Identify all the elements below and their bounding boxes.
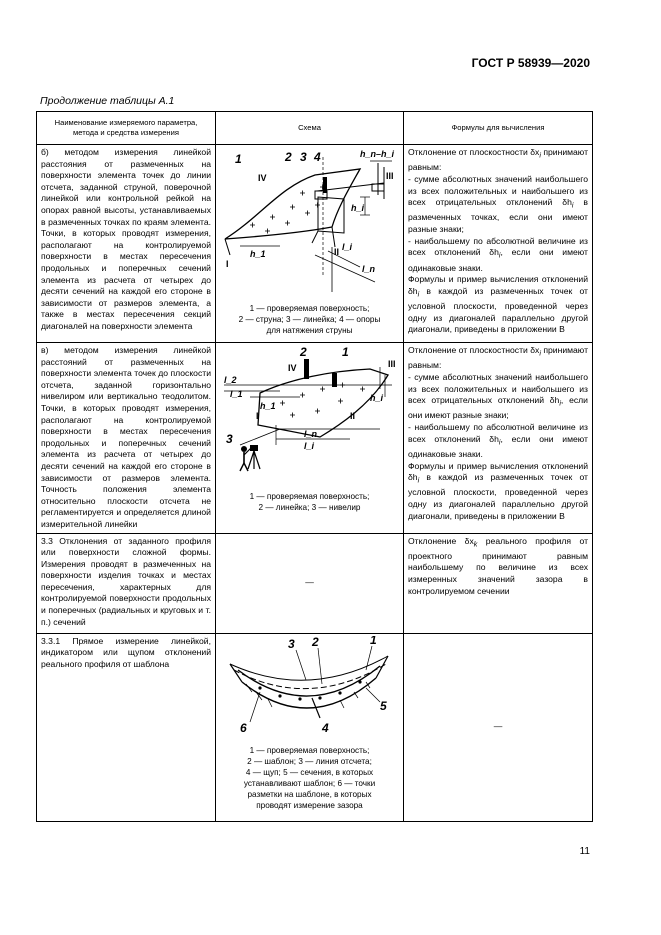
fig2-label-iv: IV bbox=[288, 363, 297, 373]
row3-formula-part: Отклонение δx bbox=[408, 535, 474, 546]
row1-caption-line: для натяжения струны bbox=[266, 325, 353, 335]
template-measurement-diagram bbox=[220, 636, 398, 740]
row1-scheme bbox=[216, 145, 404, 343]
row3-formula bbox=[404, 533, 593, 633]
fig1-label-i: I bbox=[226, 259, 229, 269]
fig3-label-4: 4 bbox=[322, 720, 329, 735]
row2-formula: Отклонение от плоскостности $\delta x_i$ принимают равным: - сумме абсолютных значений наибольшего из всех положительных и наибольшего из всех отрицательных отклонений $\delta h_i$, если они имеют разные знаки; - наибольшему по абсолютной величине из всех отклонений $\delta h_i$, если они имеют одинаковые знаки. Формулы и пример вычисления отклонений $\delta h_i$ в каждой из размеченных точек от условной плоскости, проведенной через одну из диагоналей параллельно другой диагонали, приведены в приложении В bbox=[404, 343, 593, 534]
row1-formula-part: Отклонение от плоскостности δx bbox=[408, 147, 540, 157]
row3-scheme: — bbox=[216, 533, 404, 633]
fig1-label-1: 1 bbox=[235, 152, 242, 166]
row4-scheme bbox=[216, 633, 404, 821]
subscript-i: i bbox=[417, 476, 420, 485]
fig1-label-hn-hi: h_n–h_i bbox=[360, 149, 395, 159]
header-formulas: Формулы для вычисления bbox=[404, 112, 593, 145]
row4-caption-line: 1 — проверяемая поверхность; bbox=[249, 746, 370, 756]
row1-formula-part: - наибольшему по абсолютной величине из всех отклонений δh bbox=[408, 235, 588, 258]
subscript-i: i bbox=[498, 438, 501, 447]
row1-formula: Отклонение от плоскостности $\delta x_i$ принимают равным: - сумме абсолютных значений наибольшего из всех положительных и наибольшего из всех отрицательных отклонений $\delta h_i$ в размеченных точках, если они имеют разные знаки; - наибольшему по абсолютной величине из всех отклонений $\delta h_i$, если они имеют одинаковые знаки. Формулы и пример вычисления отклонений $\delta h_i$ в каждой из размеченных точек от условной плоскости, проведенной через одну из диагоналей параллельно другой диагонали, приведены в приложении В bbox=[404, 145, 593, 343]
fig2-label-ii: II bbox=[350, 411, 356, 421]
fig2-label-1: 1 bbox=[342, 345, 349, 359]
row3-formula-part: реального профиля от проектного принимают равным наибольшему по величине из всех измеренных значений зазора в контролируемом сечении bbox=[408, 535, 589, 596]
fig2-label-iii: III bbox=[388, 359, 396, 369]
row4-caption bbox=[220, 745, 399, 811]
fig2-label-2: 2 bbox=[300, 345, 307, 359]
header-parameter: Наименование измеряемого параметра, метода и средства измерения bbox=[37, 112, 216, 145]
row1-formula-part: - сумме абсолютных значений наибольшего из всех положительных и наибольшего из всех отрицательных отклонений δh bbox=[408, 173, 588, 208]
document-code: ГОСТ Р 58939—2020 bbox=[471, 56, 590, 70]
row4-formula: — bbox=[404, 633, 593, 821]
row2-formula-part: в каждой из размеченных точек от условной плоскости, проведенной через одну из диагоналей параллельно другой диагонали, приведены в приложении В bbox=[408, 472, 588, 521]
fig3-label-2: 2 bbox=[312, 635, 319, 649]
row2-caption-line: 1 — проверяемая поверхность; bbox=[249, 491, 370, 501]
fig3-label-5: 5 bbox=[380, 698, 387, 713]
row4-caption-line: 4 — щуп; 5 — сечения, в которых bbox=[245, 768, 374, 778]
subscript-i: i bbox=[571, 201, 574, 210]
row4-caption-line: 2 — шаблон; 3 — линия отсчета; bbox=[247, 757, 372, 767]
fig2-label-ln: l_n bbox=[304, 429, 318, 439]
row1-formula-part: в размеченных точках, если они имеют разные знаки; bbox=[408, 197, 588, 234]
row1-formula-part: Формулы и пример вычисления отклонений δh bbox=[408, 274, 588, 296]
table-row bbox=[37, 145, 593, 343]
fig1-label-ln: l_n bbox=[362, 264, 376, 274]
table-row bbox=[37, 533, 593, 633]
subscript-i: i bbox=[498, 251, 501, 260]
row2-formula-part: - наибольшему по абсолютной величине из всех отклонений δh bbox=[408, 422, 588, 444]
table-row bbox=[37, 343, 593, 534]
fig1-label-hi: h_i bbox=[351, 203, 365, 213]
fig1-label-2: 2 bbox=[285, 150, 292, 164]
row2-description: в) методом измерения линейкой расстояний от размеченных на поверхности элемента точек до плоскости отсчета, заданной горизонтально нивелиром или вертикально теодолитом. Точки, в которых проводят измерения, располагают на контролируемой поверхности в местах пересечения продольных и поперечных сечений элемента из расчета от четырех до десяти сечений на каждой его стороне в зависимости от размеров элемента. Точность положения элемента относительно плоскости отсчета не регламентируется и определяется длиной измерительной линейки bbox=[37, 343, 216, 534]
table-continuation-label: Продолжение таблицы А.1 bbox=[40, 95, 175, 107]
fig2-label-3: 3 bbox=[226, 432, 233, 446]
fig2-label-i: I bbox=[256, 411, 259, 421]
table-header-row bbox=[37, 112, 593, 145]
fig3-label-1: 1 bbox=[370, 635, 377, 647]
row1-description: б) методом измерения линейкой расстояния от размеченных на поверхности элемента точек до линии отсчета, заданной струной, поверочной линейкой или контрольной рейкой на опорах равной высоты, устанавливаемых в размеченных точках по краям элемента. Точки, в которых проводят измерения, располагают на контролируемой поверхности в местах пересечения продольных и поперечных сечений элемента из расчета от четырех до десяти сечений на каждой его стороне в зависимости от размеров элемента, а также в местах пересечения секций диагоналей на поверхности элемента bbox=[37, 145, 216, 343]
header-scheme: Схема bbox=[216, 112, 404, 145]
fig2-label-hi: h_i bbox=[370, 393, 384, 403]
row2-formula-part: если они имеют разные знаки; bbox=[408, 395, 588, 421]
row1-caption bbox=[220, 303, 399, 336]
row4-caption-line: разметки на шаблоне, в которых bbox=[247, 790, 372, 800]
fig1-label-iv: IV bbox=[258, 173, 267, 183]
row2-formula-part: Отклонение от плоскостности δx bbox=[408, 345, 540, 355]
row1-caption-line: 2 — струна; 3 — линейка; 4 — опоры bbox=[238, 314, 381, 324]
row3-description: 3.3 Отклонения от заданного профиля или поверхности сложной формы. Измерения проводят в размеченных на поверхности изделия точках и местах пересечения, характерных для контролируемой поверхности продольных и поперечных (радиальных и круговых и т. п.) сечений bbox=[37, 533, 216, 633]
fig2-label-h1: h_1 bbox=[260, 401, 276, 411]
fig1-label-3: 3 bbox=[300, 150, 307, 164]
fig3-label-3: 3 bbox=[288, 636, 295, 651]
subscript-i: i bbox=[539, 151, 541, 160]
row4-description: 3.3.1 Прямое измерение линейкой, индикатором или щупом отклонений реального профиля от шаблона bbox=[37, 633, 216, 821]
row1-formula-part: принимают равным: bbox=[408, 147, 589, 173]
subscript-i: i bbox=[559, 399, 561, 408]
fig1-label-iii: III bbox=[386, 171, 394, 181]
row2-formula-part: Формулы и пример вычисления отклонений δh bbox=[408, 460, 588, 483]
subscript-i: i bbox=[539, 349, 541, 358]
subscript-k: k bbox=[473, 540, 478, 549]
row2-caption bbox=[220, 491, 399, 513]
row4-caption-line: устанавливают шаблон; 6 — точки bbox=[243, 779, 376, 789]
row1-caption-line: 1 — проверяемая поверхность; bbox=[249, 303, 370, 313]
row2-caption-line: 2 — линейка; 3 — нивелир bbox=[258, 502, 361, 512]
page-number: 11 bbox=[579, 846, 590, 857]
row4-caption-line: проводят измерение зазора bbox=[256, 801, 363, 811]
string-measurement-diagram bbox=[220, 147, 398, 297]
fig1-label-li: l_i bbox=[342, 242, 353, 252]
fig1-label-4: 4 bbox=[314, 150, 321, 164]
fig2-label-l1: l_1 bbox=[230, 389, 243, 399]
row2-formula-part: принимают равным: bbox=[408, 345, 589, 371]
row2-formula-part: - сумме абсолютных значений наибольшего из всех положительных и наибольшего из всех отрицательных отклонений δh bbox=[408, 371, 588, 406]
fig1-label-ii: II bbox=[334, 247, 340, 257]
row2-scheme bbox=[216, 343, 404, 534]
fig3-label-6: 6 bbox=[240, 720, 247, 735]
row1-formula-part: в каждой из размеченных точек от условной плоскости, проведенной через одну из диагоналей параллельно другой диагонали, приведены в приложении В bbox=[408, 285, 588, 335]
parameters-table bbox=[36, 111, 593, 822]
row1-formula-part: если они имеют одинаковые знаки. bbox=[408, 247, 588, 273]
table-row bbox=[37, 633, 593, 821]
fig2-label-li: l_i bbox=[304, 441, 315, 451]
fig1-label-h1: h_1 bbox=[250, 249, 266, 259]
level-measurement-diagram bbox=[220, 345, 398, 485]
fig2-label-l2: l_2 bbox=[224, 375, 237, 385]
row2-formula-part: если они имеют одинаковые знаки. bbox=[408, 433, 588, 459]
subscript-i: i bbox=[417, 290, 420, 299]
